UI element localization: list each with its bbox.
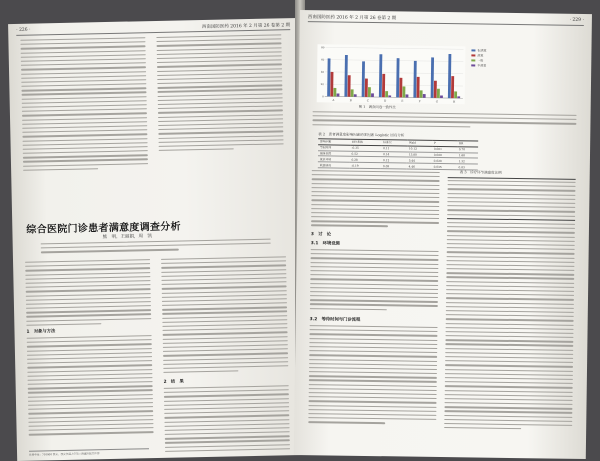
bar-很满意 <box>396 58 399 97</box>
x-tick-label: C <box>366 98 369 103</box>
figure-1-chart <box>317 44 466 104</box>
table-cell: 0.001 <box>432 146 457 152</box>
bar-满意 <box>330 72 333 97</box>
right-body-col1 <box>311 170 440 230</box>
left-body-col2-b <box>164 385 290 455</box>
bar-满意 <box>365 79 368 97</box>
y-tick-label: 0 <box>322 95 324 99</box>
legend-swatch <box>471 64 475 67</box>
left-body-col2 <box>161 256 288 376</box>
right-body-col1-c <box>308 325 437 427</box>
bar-很满意 <box>362 61 365 97</box>
bar-很满意 <box>379 54 382 97</box>
legend-label: 一般 <box>477 58 484 63</box>
bar-满意 <box>451 76 454 98</box>
table-cell: 0.83 <box>457 164 478 170</box>
bar-满意 <box>417 77 420 98</box>
section-heading-methods: 1 对象与方法 <box>26 329 56 335</box>
legend-swatch <box>471 54 475 57</box>
bar-很满意 <box>413 61 416 98</box>
legend-swatch <box>471 59 475 62</box>
table-cell: 10.12 <box>407 146 432 152</box>
x-tick-label: F <box>418 99 421 104</box>
article-authors: 熊 明，王丽娟，周 凯 <box>102 234 153 241</box>
right-page-header <box>308 14 584 26</box>
table-cell: 1.32 <box>457 158 478 164</box>
legend-label: 很满意 <box>477 48 487 53</box>
article-title: 综合医院门诊患者满意度调查分析 <box>26 221 181 236</box>
table-cell: 0.000 <box>432 152 457 158</box>
x-tick-label: D <box>383 98 387 103</box>
right-body-col1-b <box>310 249 439 314</box>
left-body-col1-b <box>27 335 154 438</box>
gridline <box>325 47 463 49</box>
abstract-block <box>41 239 271 256</box>
table-cell: Wald <box>407 140 432 146</box>
table-cell: 影响因素 <box>318 139 350 145</box>
bar-不满意 <box>388 95 391 97</box>
table-cell: 标准误 <box>381 140 407 146</box>
table-cell: 13.80 <box>407 152 432 158</box>
table-cell: -0.35 <box>350 145 382 151</box>
x-tick-label: E <box>401 98 404 103</box>
x-tick-label: A <box>332 97 335 102</box>
bar-很满意 <box>431 57 434 97</box>
table-cell: 0.11 <box>381 145 407 151</box>
bar-不满意 <box>457 96 460 98</box>
table-3 <box>447 177 576 220</box>
right-text-under-figure <box>312 111 576 131</box>
y-tick-label: 60 <box>320 58 325 62</box>
left-body-col1 <box>25 259 151 329</box>
left-journal-header: 西南国防医药 2016 年 2 月第 26 卷第 2 期 <box>201 23 291 31</box>
table-cell: 等候时间 <box>318 145 350 151</box>
table-cell: 5.44 <box>407 157 432 163</box>
x-tick-label: G <box>435 99 439 104</box>
right-journal-header: 西南国防医药 2016 年 2 月第 26 卷第 2 期 <box>307 15 397 22</box>
bar-一般 <box>385 91 388 97</box>
left-top-text-col1 <box>20 37 148 174</box>
y-tick-label: 20 <box>320 83 324 87</box>
table-cell: 0.28 <box>349 157 381 163</box>
section-heading-discussion: 3 讨 论 <box>310 232 332 238</box>
table-cell: P <box>432 140 457 146</box>
bar-满意 <box>348 75 351 96</box>
table-cell: -0.19 <box>349 162 381 168</box>
bar-一般 <box>351 89 354 96</box>
table-2-title: 表 2 患者满意度影响因素的多因素 Logistic 回归分析 <box>318 132 405 138</box>
figure-1-svg <box>317 44 466 104</box>
table-cell: 4.46 <box>407 163 432 169</box>
right-page <box>294 10 592 459</box>
table-3-title: 表 3 诊疗环节满意度比例 <box>459 170 502 175</box>
left-page-number: · 226 · <box>16 27 31 33</box>
table-cell: 0.035 <box>432 163 457 169</box>
table-cell: 收费情况 <box>318 162 350 168</box>
left-page-header <box>16 22 290 36</box>
right-body-col2 <box>444 222 575 433</box>
section-heading-waiting: 3.2 等待时间与门诊流程 <box>309 317 361 323</box>
bar-一般 <box>454 91 457 98</box>
section-heading-environment: 3.1 环境设施 <box>310 241 340 247</box>
legend-entry <box>471 63 511 68</box>
table-cell: 0.12 <box>381 157 407 163</box>
table-cell: 1.68 <box>457 152 478 158</box>
legend-label: 满意 <box>477 53 484 58</box>
legend-entry <box>471 53 511 58</box>
bar-不满意 <box>354 94 357 96</box>
table-cell: 0.52 <box>350 151 382 157</box>
table-cell: 服务态度 <box>318 150 350 156</box>
bar-不满意 <box>423 94 426 98</box>
legend-entry <box>471 58 511 63</box>
table-row <box>318 162 478 170</box>
table-2 <box>318 138 478 170</box>
table-cell: 回归系数 <box>350 139 382 145</box>
x-tick-label: H <box>452 99 456 104</box>
table-cell: 就诊环境 <box>318 156 350 162</box>
bar-一般 <box>333 88 336 97</box>
chart-legend <box>471 48 511 69</box>
bar-不满意 <box>440 96 443 98</box>
bar-不满意 <box>406 94 409 97</box>
table-cell: 0.020 <box>432 158 457 164</box>
bar-满意 <box>399 78 402 98</box>
bar-一般 <box>437 89 440 98</box>
bar-不满意 <box>371 93 374 97</box>
x-tick-label: B <box>349 98 352 103</box>
left-top-text-col2 <box>156 34 283 154</box>
left-page <box>8 18 307 461</box>
table-cell: 0.70 <box>457 146 478 152</box>
y-tick-label: 40 <box>320 70 325 74</box>
bar-很满意 <box>344 55 347 97</box>
table-cell: 0.14 <box>381 151 407 157</box>
bar-很满意 <box>327 58 330 96</box>
bar-一般 <box>402 86 405 97</box>
bar-满意 <box>434 81 437 98</box>
table-cell: 0.09 <box>381 163 407 169</box>
bar-一般 <box>420 90 423 97</box>
bar-一般 <box>368 87 371 97</box>
author-footnote: 作者单位：710000 西安，西安交通大学第二附属医院门诊部 <box>29 448 149 457</box>
bar-很满意 <box>448 54 451 98</box>
bar-满意 <box>382 74 385 97</box>
bar-不满意 <box>337 93 340 96</box>
legend-entry <box>471 48 511 53</box>
section-heading-results: 2 结 果 <box>163 379 184 385</box>
right-page-number: · 229 · <box>569 17 584 23</box>
legend-label: 不满意 <box>477 63 487 68</box>
legend-swatch <box>471 49 475 52</box>
y-tick-label: 80 <box>321 46 325 50</box>
table-cell: OR <box>457 141 478 147</box>
figure-1-caption: 图 1 调查问卷一致性比 <box>358 104 396 110</box>
